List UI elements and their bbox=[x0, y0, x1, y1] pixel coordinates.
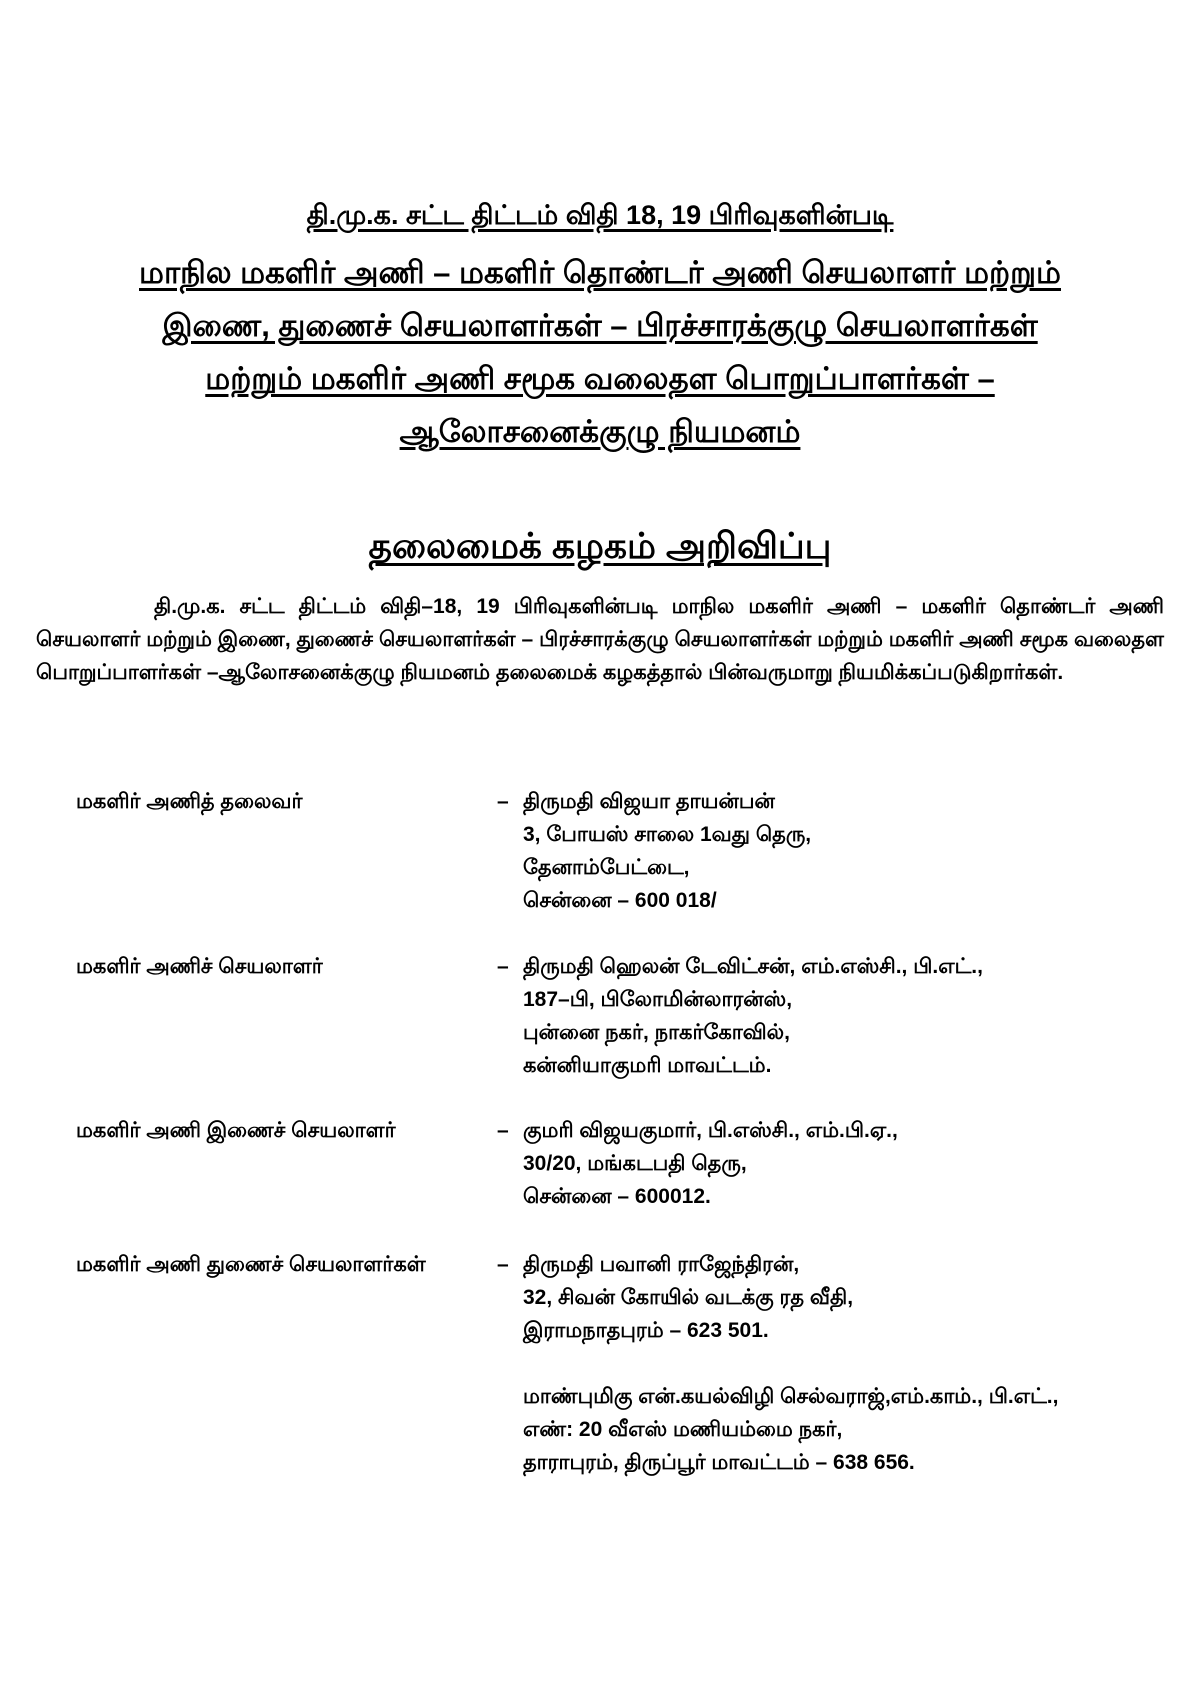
address-line: தேனாம்பேட்டை, bbox=[523, 856, 690, 879]
address-line: தாராபுரம், திருப்பூர் மாவட்டம் – 638 656. bbox=[523, 1451, 915, 1474]
address-line: திருமதி விஜயா தாயன்பன் bbox=[523, 790, 775, 813]
address-line: இராமநாதபுரம் – 623 501. bbox=[523, 1319, 769, 1342]
announcement-heading bbox=[0, 525, 1200, 572]
separator-dash: – bbox=[497, 955, 509, 978]
separator-dash: – bbox=[497, 1119, 509, 1142]
address-line: மாண்புமிகு என்.கயல்விழி செல்வராஜ்,எம்.காம்., பி.எட்., bbox=[523, 1385, 1059, 1408]
appointment-role: மகளிர் அணித் தலைவர் bbox=[76, 790, 303, 813]
address-line: குமரி விஜயகுமார், பி.எஸ்சி., எம்.பி.ஏ., bbox=[523, 1119, 898, 1142]
address-line: 3, போயஸ் சாலை 1வது தெரு, bbox=[523, 823, 812, 846]
address-line: கன்னியாகுமரி மாவட்டம். bbox=[523, 1054, 772, 1077]
title-text-3: மற்றும் மகளிர் அணி சமூக வலைதள பொறுப்பாளர்கள் – bbox=[205, 361, 995, 396]
address-line: புன்னை நகர், நாகர்கோவில், bbox=[523, 1021, 790, 1044]
appointment-role: மகளிர் அணிச் செயலாளர் bbox=[76, 955, 323, 978]
title-line-3 bbox=[0, 361, 1200, 401]
address-line: எண்: 20 வீஎஸ் மணியம்மை நகர், bbox=[523, 1418, 843, 1441]
address-line: திருமதி பவானி ராஜேந்திரன், bbox=[523, 1253, 800, 1276]
separator-dash: – bbox=[497, 1253, 509, 1276]
separator-dash: – bbox=[497, 790, 509, 813]
title-line-2 bbox=[0, 308, 1200, 348]
address-line: சென்னை – 600012. bbox=[523, 1185, 711, 1208]
address-line: திருமதி ஹெலன் டேவிட்சன், எம்.எஸ்சி., பி.எட்., bbox=[523, 955, 983, 978]
appointee-address bbox=[523, 950, 983, 1082]
title-line-4 bbox=[0, 414, 1200, 454]
address-line: 32, சிவன் கோயில் வடக்கு ரத வீதி, bbox=[523, 1286, 854, 1309]
appointee-address bbox=[523, 1114, 898, 1213]
announcement-text: தலைமைக் கழகம் அறிவிப்பு bbox=[368, 525, 832, 566]
intro-paragraph: தி.மு.க. சட்ட திட்டம் விதி–18, 19 பிரிவுகளின்படி மாநில மகளிர் அணி – மகளிர் தொண்டர் அணி செயலாளர் மற்றும் இணை, துணைச் செயலாளர்கள் – பிரச்சாரக்குழு செயலாளர்கள் மற்றும் மகளிர் அணி சமூக வலைதள பொறுப்பாளர்கள் –ஆலோசனைக்குழு நியமனம் தலைமைக் கழகத்தால் பின்வருமாறு நியமிக்கப்படுகிறார்கள். bbox=[36, 595, 1164, 684]
title-text-4: ஆலோசனைக்குழு நியமனம் bbox=[399, 414, 801, 449]
appointment-role: மகளிர் அணி இணைச் செயலாளர் bbox=[76, 1119, 396, 1142]
rule-reference-text: தி.மு.க. சட்ட திட்டம் விதி 18, 19 பிரிவுகளின்படி bbox=[306, 200, 894, 230]
address-line: 30/20, மங்கடபதி தெரு, bbox=[523, 1152, 747, 1175]
address-line: 187–பி, பிலோமின்லாரன்ஸ், bbox=[523, 988, 793, 1011]
address-line: சென்னை – 600 018/ bbox=[523, 889, 717, 912]
appointee-address bbox=[523, 1248, 1058, 1479]
title-line-1 bbox=[0, 255, 1200, 295]
address-line-spacer bbox=[523, 1347, 1058, 1380]
appointee-address bbox=[523, 785, 811, 917]
rule-reference-heading bbox=[0, 200, 1200, 235]
appointment-role: மகளிர் அணி துணைச் செயலாளர்கள் bbox=[76, 1253, 426, 1276]
title-text-1: மாநில மகளிர் அணி – மகளிர் தொண்டர் அணி செயலாளர் மற்றும் bbox=[139, 255, 1061, 290]
title-text-2: இணை, துணைச் செயலாளர்கள் – பிரச்சாரக்குழு செயலாளர்கள் bbox=[162, 308, 1038, 343]
